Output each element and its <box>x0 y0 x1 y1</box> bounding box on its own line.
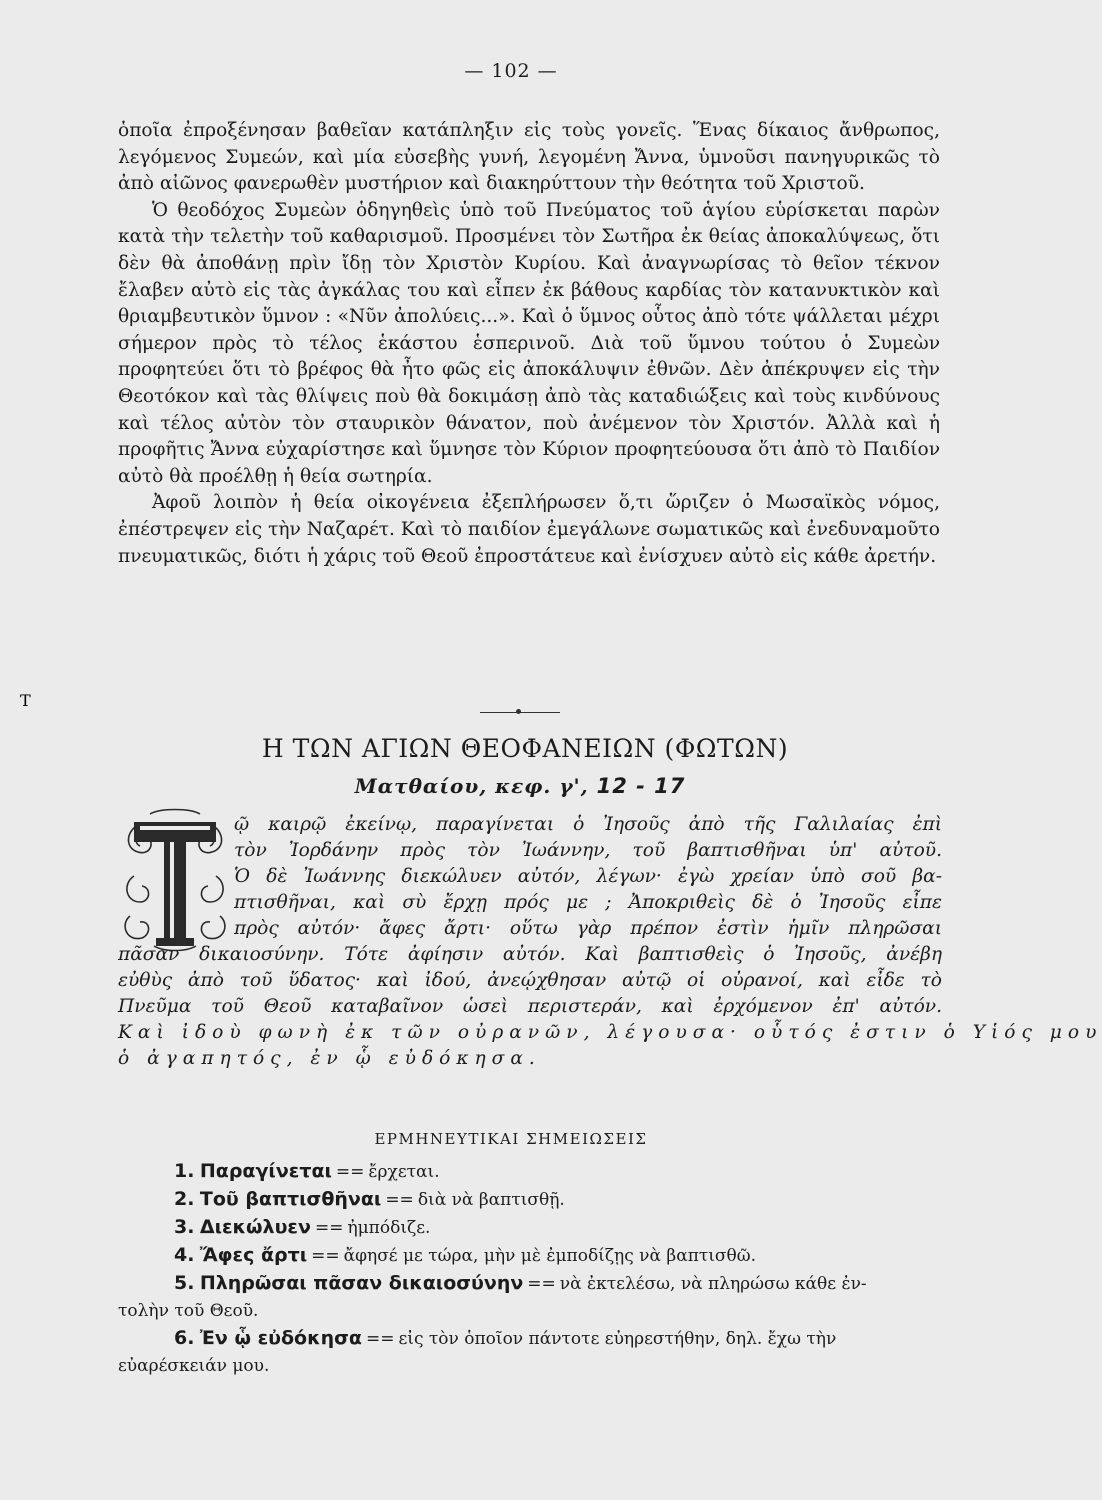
gospel-line: εὐθὺς ἀπὸ τοῦ ὕδατος· καὶ ἰδού, ἀνεῴχθησαν αὐτῷ οἱ οὐρανοί, καὶ εἶδε τὸ <box>118 970 942 991</box>
note-definition: ἔρχεται. <box>368 1162 440 1182</box>
note-equals: == <box>385 1190 414 1210</box>
section-heading: Η ΤΩΝ ΑΓΙΩΝ ΘΕΟΦΑΝΕΙΩΝ (ΦΩΤΩΝ) <box>261 734 789 763</box>
note-term: Διεκώλυεν <box>199 1216 311 1238</box>
note-item <box>118 1158 942 1186</box>
note-term: Τοῦ βαπτισθῆναι <box>199 1188 382 1210</box>
gospel-line: Ὁ δὲ Ἰωάννης διεκώλυεν αὐτόν, λέγων· ἐγὼ χρείαν ὑπὸ σοῦ βα- <box>234 866 942 887</box>
dropcap-letter: Τ <box>20 691 31 710</box>
note-equals: == <box>335 1162 365 1182</box>
note-number: 4. <box>174 1244 195 1266</box>
section-divider-dot <box>516 709 521 714</box>
paragraph: Ἀφοῦ λοιπὸν ἡ θεία οἰκογένεια ἐξεπλήρωσεν ὅ,τι ὥριζεν ὁ Μωσαϊκὸς νόμος, ἐπέστρεψεν εἰς τὴν Ναζαρέτ. Καὶ τὸ παιδίον ἐμεγάλωνε σωματικῶς καὶ ἐνεδυναμοῦτο πνευματικῶς, διότι ἡ χάρις τοῦ Θεοῦ ἐπροστάτευε καὶ ἐνίσχυεν αὐτὸ εἰς κάθε ἀρετήν. <box>118 492 940 567</box>
note-continuation: εὐαρέσκειάν μου. <box>118 1356 270 1376</box>
gospel-line: πτισθῆναι, καὶ σὺ ἔρχῃ πρός με ; Ἀποκριθεὶς δὲ ὁ Ἰησοῦς εἶπε <box>234 892 942 913</box>
note-number: 1. <box>174 1160 195 1182</box>
note-item <box>118 1242 942 1270</box>
gospel-line: ῷ καιρῷ ἐκείνῳ, παραγίνεται ὁ Ἰησοῦς ἀπὸ τῆς Γαλιλαίας ἐπὶ <box>234 814 942 835</box>
paragraph: Ὁ θεοδόχος Συμεὼν ὁδηγηθεὶς ὑπὸ τοῦ Πνεύματος τοῦ ἁγίου εὑρίσκεται παρὼν κατὰ τὴν τελετὴν τοῦ καθαρισμοῦ. Προσμένει τὸν Σωτῆρα ἐκ θείας ἀποκαλύψεως, ὅτι δὲν θὰ ἀποθάνῃ πρὶν ἴδῃ τὸν Χριστὸν Κυρίου. Καὶ ἀναγνωρίσας τὸ θεῖον τέκνον ἔλαβεν αὐτὸ εἰς τὰς ἀγκάλας του καὶ εἶπεν ἐκ βάθους καρδίας τὸν κατανυκτικὸν καὶ θριαμβευτικὸν ὕμνον : «Νῦν ἀπολύεις...». Καὶ ὁ ὕμνος οὗτος ἀπὸ τότε ψάλλεται μέχρι σήμερον πρὸς τὸ τέλος ἑκάστου ἑσπερινοῦ. Διὰ τοῦ ὕμνου τούτου ὁ Συμεὼν προφητεύει ὅτι τὸ βρέφος θὰ ἦτο φῶς εἰς ἀποκάλυψιν ἐθνῶν. Δὲν ἀπέκρυψεν εἰς τὴν Θεοτόκον καὶ τὰς θλίψεις ποὺ θὰ δοκιμάσῃ ἀπὸ τὰς καταδιώξεις καὶ τοὺς κινδύνους καὶ τέλος αὐτὸν τὸν σταυρικὸν θάνατον, ποὺ ἀνέμενον τὸν Χριστόν. Ἀλλὰ καὶ ἡ προφῆτις Ἄννα εὐχαρίστησε καὶ ὕμνησε τὸν Κύριον προφητεύουσα ὅτι ἀπὸ τὸ Παιδίον αὐτὸ θὰ προέλθῃ ἡ θεία σωτηρία. <box>118 199 940 487</box>
gospel-line: πᾶσαν δικαιοσύνην. Τότε ἀφίησιν αὐτόν. Καὶ βαπτισθεὶς ὁ Ἰησοῦς, ἀνέβη <box>118 944 942 965</box>
note-equals: == <box>365 1329 395 1349</box>
gospel-line: Πνεῦμα τοῦ Θεοῦ καταβαῖνον ὡσεὶ περιστεράν, καὶ ἐρχόμενον ἐπ' αὐτόν. <box>118 996 942 1017</box>
notes-list <box>118 1158 942 1380</box>
note-number: 2. <box>174 1188 195 1210</box>
note-definition: νὰ ἐκτελέσω, νὰ πληρώσω κάθε ἐν- <box>559 1274 867 1294</box>
page-number: — 102 — <box>464 60 558 82</box>
note-number: 6. <box>174 1327 195 1349</box>
reference-book: Ματθαίου, κεφ. γ', <box>354 774 589 798</box>
gospel-text <box>118 812 1102 1072</box>
note-continuation: τολὴν τοῦ Θεοῦ. <box>118 1301 259 1321</box>
paragraph: ὁποῖα ἐπροξένησαν βαθεῖαν κατάπληξιν εἰς τοὺς γονεῖς. Ἕνας δίκαιος ἄνθρωπος, λεγόμενος Συμεών, καὶ μία εὐσεβὴς γυνή, λεγομένη Ἄννα, ὑμνοῦσι πανηγυρικῶς τὸ ἀπὸ αἰῶνος φανερωθὲν μυστήριον καὶ διακηρύττουν τὴν θεότητα τοῦ Χριστοῦ. <box>118 120 940 195</box>
reference-verses: 12 - 17 <box>596 774 686 798</box>
note-equals: == <box>311 1246 340 1266</box>
note-item <box>118 1186 942 1214</box>
note-item <box>118 1214 942 1242</box>
note-term: Παραγίνεται <box>199 1160 332 1182</box>
note-term: Πληρῶσαι πᾶσαν δικαιοσύνην <box>199 1272 524 1294</box>
note-definition: διὰ νὰ βαπτισθῇ. <box>417 1190 565 1210</box>
note-equals: == <box>527 1274 556 1294</box>
note-item <box>118 1325 942 1353</box>
note-definition: εἰς τὸν ὁποῖον πάντοτε εὐηρεστήθην, δηλ. ἔχω τὴν <box>398 1329 837 1349</box>
note-definition: ἠμπόδιζε. <box>347 1218 431 1238</box>
body-text <box>118 118 940 570</box>
gospel-line: Καὶ ἰδοὺ φωνὴ ἐκ τῶν οὐρανῶν, λέγουσα· οὗτός ἐστιν ὁ Υἱός μου <box>118 1022 1102 1043</box>
note-number: 5. <box>174 1272 195 1294</box>
gospel-reference <box>0 774 1040 798</box>
note-equals: == <box>314 1218 344 1238</box>
gospel-line: πρὸς αὐτόν· ἄφες ἄρτι· οὕτω γὰρ πρέπον ἐστὶν ἡμῖν πληρῶσαι <box>234 918 942 939</box>
gospel-line: τὸν Ἰορδάνην πρὸς τὸν Ἰωάννην, τοῦ βαπτισθῆναι ὑπ' αὐτοῦ. <box>234 840 942 861</box>
note-term: Ἐν ᾧ εὐδόκησα <box>199 1327 362 1349</box>
note-item <box>118 1270 942 1298</box>
note-number: 3. <box>174 1216 195 1238</box>
gospel-line: ὁ ἀγαπητός, ἐν ᾧ εὐδόκησα. <box>118 1048 541 1069</box>
notes-title: ΕΡΜΗΝΕΥΤΙΚΑΙ ΣΗΜΕΙΩΣΕΙΣ <box>374 1130 648 1148</box>
note-term: Ἄφες ἄρτι <box>199 1244 308 1266</box>
note-definition: ἄφησέ με τώρα, μὴν μὲ ἐμποδίζῃς νὰ βαπτισθῶ. <box>343 1246 757 1266</box>
